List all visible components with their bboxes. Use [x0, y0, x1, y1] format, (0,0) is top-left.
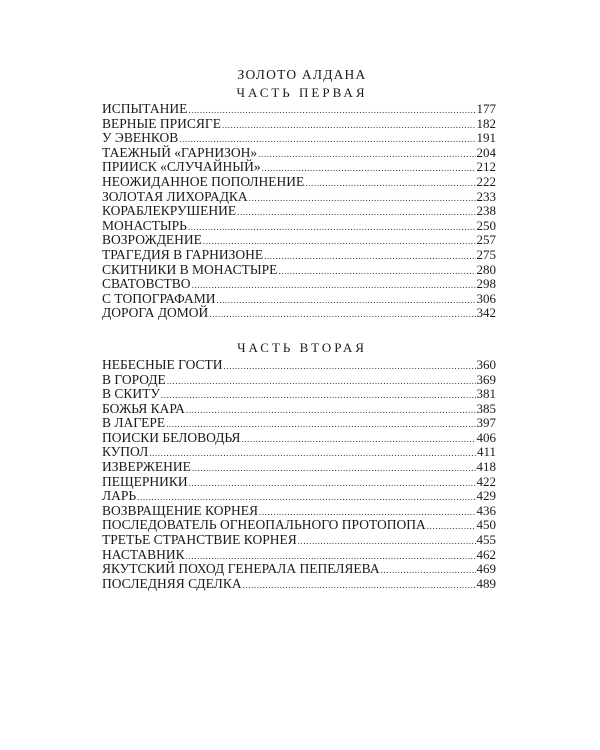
- toc-entry-title: ВОЗВРАЩЕНИЕ КОРНЕЯ: [102, 502, 258, 518]
- toc-entry: [102, 518, 496, 533]
- book-title: ЗОЛОТО АЛДАНА: [237, 67, 367, 82]
- toc-entry-page-number: 306: [476, 290, 496, 306]
- table-of-contents: [102, 66, 496, 591]
- toc-entry: [102, 489, 496, 504]
- toc-entry-title: НЕБЕСНЫЕ ГОСТИ: [102, 356, 223, 372]
- toc-entry-page-number: 191: [476, 130, 496, 146]
- dot-leader: [259, 505, 476, 520]
- dot-leader: [278, 264, 475, 279]
- dot-leader: [186, 549, 476, 564]
- toc-entry-page-number: 462: [476, 546, 496, 562]
- dot-leader: [222, 118, 476, 133]
- toc-entry-title: ЛАРЬ: [102, 488, 137, 504]
- toc-entry-page-number: 360: [476, 356, 496, 372]
- toc-entry: [102, 146, 496, 161]
- toc-entry-title: КУПОЛ: [102, 444, 149, 460]
- toc-entry: [102, 204, 496, 219]
- dot-leader: [237, 205, 475, 220]
- dot-leader: [192, 461, 476, 476]
- toc-entry: [102, 131, 496, 146]
- dot-leader: [262, 161, 476, 176]
- toc-entry-page-number: 436: [476, 502, 496, 518]
- toc-entry: [102, 431, 496, 446]
- toc-entry: [102, 248, 496, 263]
- toc-entry-page-number: 222: [476, 173, 496, 189]
- toc-entry-title: В ЛАГЕРЕ: [102, 415, 166, 431]
- toc-entry: [102, 117, 496, 132]
- toc-entry-page-number: 489: [476, 575, 496, 591]
- toc-entry: [102, 263, 496, 278]
- toc-entry: [102, 548, 496, 563]
- toc-entry: [102, 175, 496, 190]
- toc-entry-title: ВОЗРОЖДЕНИЕ: [102, 232, 202, 248]
- part-two-title: ЧАСТЬ ВТОРАЯ: [237, 339, 367, 355]
- toc-entry-title: ПЕЩЕРНИКИ: [102, 473, 188, 489]
- toc-entry-page-number: 250: [476, 217, 496, 233]
- dot-leader: [381, 563, 476, 578]
- toc-entry-title: ЯКУТСКИЙ ПОХОД ГЕНЕРАЛА ПЕПЕЛЯЕВА: [102, 561, 380, 577]
- toc-entry-page-number: 422: [476, 473, 496, 489]
- toc-entry: [102, 160, 496, 175]
- part-one-title: ЧАСТЬ ПЕРВАЯ: [236, 85, 368, 100]
- toc-entry-title: ТРЕТЬЕ СТРАНСТВИЕ КОРНЕЯ: [102, 532, 297, 548]
- toc-entry-page-number: 397: [476, 415, 496, 431]
- toc-entry-page-number: 233: [476, 188, 496, 204]
- part-two-list: [102, 358, 496, 592]
- toc-entry: [102, 402, 496, 417]
- toc-entry-page-number: 411: [476, 444, 496, 460]
- dot-leader: [188, 103, 475, 118]
- dot-leader: [241, 432, 475, 447]
- toc-entry-title: ПОСЛЕДНЯЯ СДЕЛКА: [102, 575, 242, 591]
- toc-entry: [102, 577, 496, 592]
- toc-entry: [102, 445, 496, 460]
- toc-entry: [102, 460, 496, 475]
- toc-entry-page-number: 455: [476, 532, 496, 548]
- dot-leader: [166, 417, 475, 432]
- dot-leader: [217, 293, 476, 308]
- toc-entry-title: ПОИСКИ БЕЛОВОДЬЯ: [102, 429, 241, 445]
- toc-entry: [102, 416, 496, 431]
- toc-entry: [102, 358, 496, 373]
- toc-entry-page-number: 182: [476, 115, 496, 131]
- toc-entry-page-number: 385: [476, 400, 496, 416]
- toc-entry: [102, 233, 496, 248]
- toc-entry-page-number: 280: [476, 261, 496, 277]
- toc-entry-title: В ГОРОДЕ: [102, 371, 166, 387]
- toc-entry-title: ПОСЛЕДОВАТЕЛЬ ОГНЕОПАЛЬНОГО ПРОТОПОПА: [102, 517, 426, 533]
- toc-entry-page-number: 418: [476, 459, 496, 475]
- toc-entry-page-number: 212: [476, 159, 496, 175]
- toc-entry-page-number: 204: [476, 144, 496, 160]
- toc-entry: [102, 292, 496, 307]
- dot-leader: [189, 476, 476, 491]
- dot-leader: [192, 278, 476, 293]
- dot-leader: [186, 403, 476, 418]
- toc-entry: [102, 102, 496, 117]
- toc-entry-title: С ТОПОГРАФАМИ: [102, 290, 216, 306]
- toc-entry-page-number: 342: [476, 305, 496, 321]
- toc-entry: [102, 219, 496, 234]
- dot-leader: [243, 578, 476, 593]
- dot-leader: [249, 191, 476, 206]
- toc-entry-page-number: 275: [476, 246, 496, 262]
- dot-leader: [224, 359, 476, 374]
- toc-entry-title: ТАЕЖНЫЙ «ГАРНИЗОН»: [102, 144, 258, 160]
- toc-entry-title: У ЭВЕНКОВ: [102, 130, 179, 146]
- dot-leader: [305, 176, 475, 191]
- toc-entry: [102, 277, 496, 292]
- toc-entry-title: ПРИИСК «СЛУЧАЙНЫЙ»: [102, 159, 261, 175]
- toc-entry-title: ИЗВЕРЖЕНИЕ: [102, 459, 191, 475]
- toc-entry-title: КОРАБЛЕКРУШЕНИЕ: [102, 203, 237, 219]
- dot-leader: [427, 519, 476, 534]
- toc-entry-title: МОНАСТЫРЬ: [102, 217, 187, 233]
- toc-entry-title: ТРАГЕДИЯ В ГАРНИЗОНЕ: [102, 246, 264, 262]
- toc-entry-title: НЕОЖИДАННОЕ ПОПОЛНЕНИЕ: [102, 173, 305, 189]
- toc-entry-page-number: 406: [476, 429, 496, 445]
- dot-leader: [203, 234, 476, 249]
- toc-entry-page-number: 450: [476, 517, 496, 533]
- dot-leader: [258, 147, 475, 162]
- toc-entry-page-number: 257: [476, 232, 496, 248]
- dot-leader: [167, 374, 476, 389]
- toc-entry-page-number: 469: [476, 561, 496, 577]
- dot-leader: [137, 490, 475, 505]
- toc-entry-page-number: 369: [476, 371, 496, 387]
- toc-entry-title: СВАТОВСТВО: [102, 276, 191, 292]
- toc-entry: [102, 387, 496, 402]
- part-one-list: [102, 102, 496, 321]
- toc-entry-title: СКИТНИКИ В МОНАСТЫРЕ: [102, 261, 278, 277]
- toc-entry-title: ДОРОГА ДОМОЙ: [102, 305, 209, 321]
- toc-entry-title: ИСПЫТАНИЕ: [102, 101, 188, 116]
- toc-entry-title: ЗОЛОТАЯ ЛИХОРАДКА: [102, 188, 248, 204]
- dot-leader: [264, 249, 475, 264]
- dot-leader: [209, 307, 475, 322]
- toc-entry-page-number: 429: [476, 488, 496, 504]
- toc-entry-page-number: 238: [476, 203, 496, 219]
- toc-entry: [102, 562, 496, 577]
- toc-entry: [102, 306, 496, 321]
- toc-entry-title: В СКИТУ: [102, 386, 160, 402]
- toc-entry: [102, 533, 496, 548]
- toc-entry: [102, 475, 496, 490]
- toc-entry: [102, 190, 496, 205]
- toc-entry-page-number: 298: [476, 276, 496, 292]
- dot-leader: [188, 220, 476, 235]
- toc-entry: [102, 504, 496, 519]
- dot-leader: [298, 534, 476, 549]
- toc-entry-page-number: 177: [476, 101, 496, 116]
- dot-leader: [149, 446, 476, 461]
- toc-entry: [102, 373, 496, 388]
- toc-entry-title: НАСТАВНИК: [102, 546, 185, 562]
- dot-leader: [161, 388, 476, 403]
- toc-entry-title: БОЖЬЯ КАРА: [102, 400, 185, 416]
- toc-entry-page-number: 381: [476, 386, 496, 402]
- toc-entry-title: ВЕРНЫЕ ПРИСЯГЕ: [102, 115, 221, 131]
- dot-leader: [179, 132, 475, 147]
